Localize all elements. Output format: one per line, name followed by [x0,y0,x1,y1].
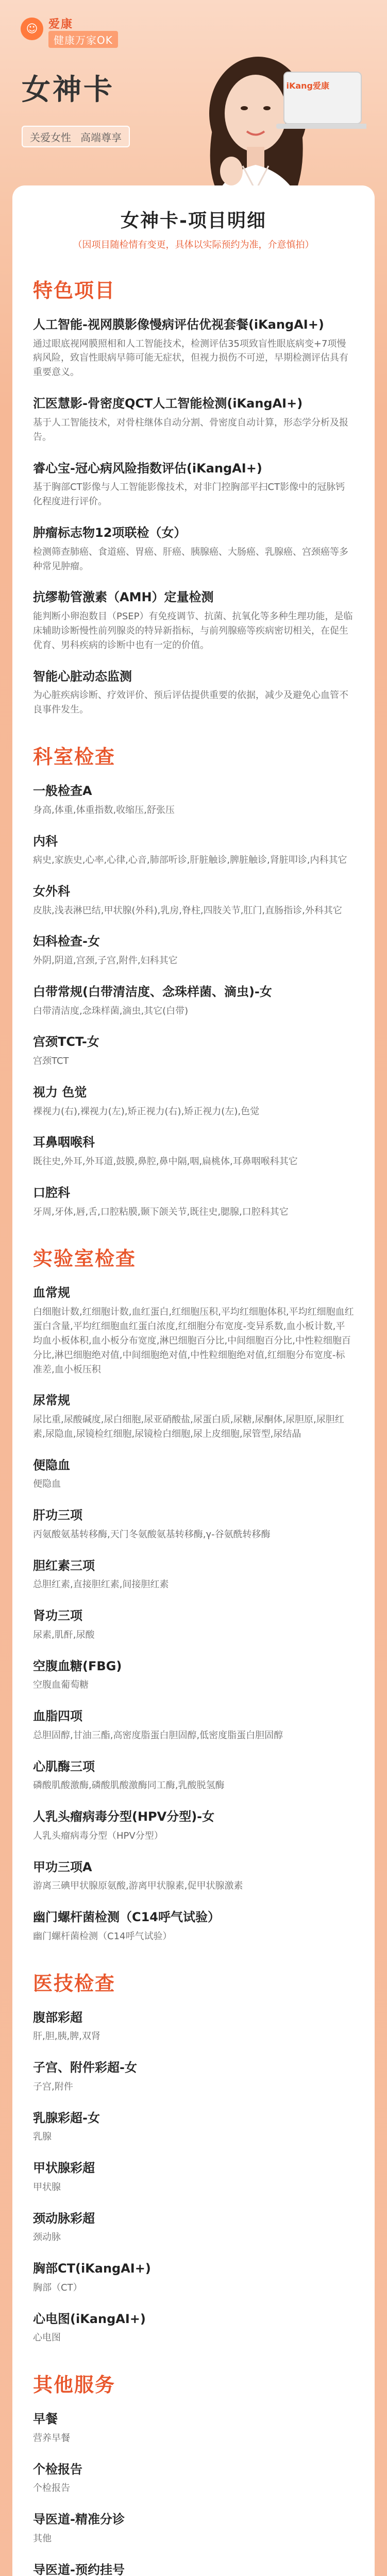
list-item [33,2311,354,2345]
item-description: 通过眼底视网膜照相和人工智能技术，检测评估35项致盲性眼底病变+7项慢病风险，致盲性眼病早筛可能无症状，但视力损伤不可逆，早期检测评估具有重要意义。 [33,338,348,378]
list-item [33,1392,354,1441]
item-description: 裸视力(右),裸视力(左),矫正视力(右),矫正视力(左),色觉 [33,1106,260,1117]
item-description: 游离三碘甲状腺原氨酸,游离甲状腺素,促甲状腺激素 [33,1880,243,1892]
item-name: 内科 [33,834,58,849]
section-title: 科室检查 [33,745,116,769]
detail-card [12,185,375,2576]
list-item [33,2009,354,2044]
item-name: 腹部彩超 [33,2010,82,2025]
item-name: 妇科检查-女 [33,934,100,949]
list-item [33,2562,354,2576]
item-name: 血常规 [33,1285,70,1300]
list-item [33,2210,354,2245]
item-description: 丙氨酸氨基转移酶,天门冬氨酸氨基转移酶,γ-谷氨酰转移酶 [33,1529,271,1540]
item-description: 便隐血 [33,1479,61,1490]
list-item [33,1758,354,1793]
item-description: 检测筛查肺癌、食道癌、胃癌、肝癌、胰腺癌、大肠癌、乳腺癌、宫颈癌等多种常见肿瘤。 [33,546,348,572]
list-item [33,1134,354,1168]
list-item [33,984,354,1018]
item-name: 肝功三项 [33,1508,82,1523]
item-description: 能判断小卵泡数目（PSEP）有免疫调节、抗菌、抗氧化等多种生理功能，是临床辅助诊断慢性前列腺炎的特异新指标，与前列腺癌等疾病密切相关，在促生优育、男科疾病的诊断中也有一定的价值。 [33,611,353,651]
item-name: 尿常规 [33,1393,70,1408]
item-description: 其他 [33,2533,52,2544]
item-name: 智能心脏动态监测 [33,669,132,684]
hero-tags [22,126,130,147]
item-name: 睿心宝-冠心病风险指数评估(iKangAI+) [33,461,262,476]
brand-name: 爱康 [48,18,74,31]
item-description: 基于人工智能技术，对骨柱继体自动分割、骨密度自动计算，形态学分析及报告。 [33,417,348,443]
item-description: 营养早餐 [33,2432,70,2444]
item-description: 胸部（CT） [33,2282,82,2293]
item-name: 女外科 [33,884,70,899]
list-item [33,1859,354,1893]
item-description: 牙周,牙体,唇,舌,口腔粘膜,颞下颌关节,既往史,腮腺,口腔科其它 [33,1206,289,1217]
list-item [33,316,354,380]
item-name: 胆红素三项 [33,1558,95,1573]
list-item [33,2260,354,2295]
item-description: 颈动脉 [33,2232,61,2243]
item-description: 为心脏疾病诊断、疗效评价、预后评估提供重要的依据，减少及避免心血管不良事件发生。 [33,690,348,716]
list-item [33,1457,354,1492]
item-name: 人乳头瘤病毒分型(HPV分型)-女 [33,1809,215,1824]
item-description: 尿比重,尿酸碱度,尿白细胞,尿亚硝酸盐,尿蛋白质,尿糖,尿酮体,尿胆原,尿胆红素,尿隐血,尿镜检红细胞,尿镜检白细胞,尿上皮细胞,尿管型,尿结晶 [33,1414,344,1439]
list-item [33,1557,354,1592]
page-title: 女神卡 [22,73,114,107]
list-item [33,589,354,652]
item-description: 总胆固醇,甘油三酯,高密度脂蛋白胆固醇,低密度脂蛋白胆固醇 [33,1730,283,1741]
item-name: 甲功三项A [33,1859,92,1874]
list-item [33,460,354,509]
item-description: 白带清洁度,念珠样菌,滴虫,其它(白带) [33,1005,189,1016]
sections-container [33,275,354,2576]
item-description: 尿素,肌酐,尿酸 [33,1629,95,1640]
item-name: 肿瘤标志物12项联检（女） [33,526,187,540]
item-description: 乳腺 [33,2131,52,2143]
list-item [33,933,354,968]
item-name: 血脂四项 [33,1709,82,1724]
item-name: 胸部CT(iKangAI+) [33,2261,151,2276]
card-title: 女神卡-项目明细 [121,210,266,231]
card-subtitle: （因项目随检情有变更，具体以实际预约为准，介意慎拍） [73,240,314,250]
item-name: 白带常规(白带清洁度、念珠样菌、滴虫)-女 [33,984,272,999]
item-description: 人乳头瘤病毒分型（HPV分型） [33,1830,163,1841]
item-description: 基于胸部CT影像与人工智能影像技术，对非门控胸部平扫CT影像中的冠脉钙化程度进行评价。 [33,482,345,507]
section-title: 其他服务 [33,2374,116,2397]
item-name: 个检报告 [33,2462,82,2477]
item-name: 乳腺彩超-女 [33,2110,100,2125]
item-description: 个检报告 [33,2483,70,2494]
list-item [33,1708,354,1742]
item-name: 颈动脉彩超 [33,2211,95,2226]
item-description: 空腹血葡萄糖 [33,1680,89,1691]
section-title: 医技检查 [33,1972,116,1995]
list-item [33,783,354,817]
list-item [33,524,354,573]
item-description: 皮肤,浅表淋巴结,甲状腺(外科),乳房,脊柱,四肢关节,肛门,直肠指诊,外科其它 [33,905,342,916]
item-description: 幽门螺杆菌检测（C14呼气试验） [33,1930,172,1942]
item-name: 口腔科 [33,1185,70,1200]
item-name: 导医道-预约挂号 [33,2562,125,2576]
list-item [33,2461,354,2496]
item-description: 病史,家族史,心率,心律,心音,肺部听诊,肝脏触诊,脾脏触诊,肾脏叩诊,内科其它 [33,855,347,866]
item-description: 宫颈TCT [33,1056,69,1067]
item-description: 既往史,外耳,外耳道,鼓膜,鼻腔,鼻中隔,咽,扁桃体,耳鼻咽喉科其它 [33,1156,298,1167]
section-title: 特色项目 [33,279,116,302]
list-item [33,1033,354,1068]
list-item [33,395,354,444]
item-name: 子宫、附件彩超-女 [33,2060,137,2075]
item-name: 一般检查A [33,784,92,799]
list-item [33,1507,354,1541]
item-description: 磷酸肌酸激酶,磷酸肌酸激酶同工酶,乳酸脱氢酶 [33,1780,225,1791]
section-title: 实验室检查 [33,1247,137,1270]
item-description: 总胆红素,直接胆红素,间接胆红素 [33,1579,169,1590]
list-item [33,1284,354,1377]
item-name: 心肌酶三项 [33,1759,95,1774]
item-name: 人工智能-视网膜影像慢病评估优视套餐(iKangAI+) [33,317,324,332]
list-item [33,2160,354,2194]
laptop-logo: iKang爱康 [286,81,329,91]
item-name: 便隐血 [33,1458,70,1472]
brand-slogan: 健康万家OK [48,31,118,48]
list-item [33,2411,354,2445]
list-item [33,1808,354,1843]
list-item [33,1084,354,1118]
item-name: 视力 色觉 [33,1084,87,1099]
item-name: 宫颈TCT-女 [33,1035,99,1049]
list-item [33,833,354,868]
item-description: 白细胞计数,红细胞计数,血红蛋白,红细胞压积,平均红细胞体积,平均红细胞血红蛋白含量,平均红细胞血红蛋白浓度,红细胞分布宽度-变异系数,血小板计数,平均血小板体积,血小板分布宽度,淋巴细胞百分比,中间细胞百分比,中性粒细胞百分比,淋巴细胞绝对值,中间细胞绝对值,中性粒细胞绝对值,红细胞分布宽度-标准差,血小板压积 [33,1306,354,1375]
list-item [33,2110,354,2144]
item-name: 肾功三项 [33,1608,82,1623]
hero-tag: 高端尊享 [80,131,122,144]
item-description: 肝,胆,胰,脾,双肾 [33,2031,100,2042]
hero-tag: 关爱女性 [30,131,71,144]
item-name: 耳鼻咽喉科 [33,1135,95,1150]
item-name: 心电图(iKangAI+) [33,2311,146,2326]
list-item [33,1184,354,1219]
item-description: 身高,体重,体重指数,收缩压,舒张压 [33,804,175,816]
list-item [33,668,354,717]
item-description: 子宫,附件 [33,2081,73,2092]
list-item [33,1607,354,1642]
list-item [33,1658,354,1692]
item-description: 心电图 [33,2332,61,2344]
list-item [33,2059,354,2094]
list-item [33,2511,354,2546]
item-name: 幽门螺杆菌检测（C14呼气试验） [33,1910,221,1925]
item-name: 导医道-精准分诊 [33,2512,125,2527]
item-description: 外阴,阴道,宫颈,子宫,附件,妇科其它 [33,955,178,967]
item-name: 空腹血糖(FBG) [33,1658,122,1673]
item-name: 甲状腺彩超 [33,2161,95,2176]
item-name: 汇医慧影-骨密度QCT人工智能检测(iKangAI+) [33,396,303,411]
brand-logo-icon: ☺ [21,18,43,40]
item-name: 抗缪勒管激素（AMH）定量检测 [33,590,214,605]
item-name: 早餐 [33,2412,58,2427]
list-item [33,1909,354,1943]
list-item [33,883,354,918]
item-description: 甲状腺 [33,2181,61,2193]
